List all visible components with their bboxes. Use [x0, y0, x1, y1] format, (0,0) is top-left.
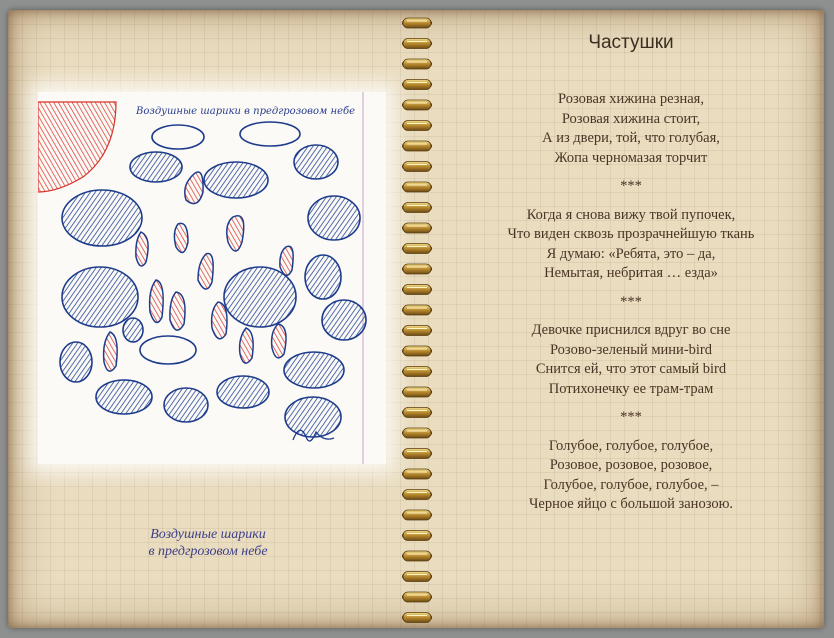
stanza-1 — [438, 90, 824, 168]
poem-line: Черное яйцо с большой занозою. — [528, 496, 734, 512]
poem — [438, 90, 824, 515]
stanza-3 — [438, 321, 824, 399]
spiral-ring — [403, 203, 431, 213]
spiral-ring — [403, 367, 431, 377]
right-page — [438, 10, 824, 628]
spiral-ring — [403, 100, 431, 110]
spiral-ring — [403, 469, 431, 479]
caption-line-1: Воздушные шарики — [150, 527, 266, 542]
spiral-ring — [403, 572, 431, 582]
spiral-ring — [403, 326, 431, 336]
spiral-ring — [403, 162, 431, 172]
spiral-ring — [403, 592, 431, 602]
poem-line: Когда я снова вижу твой пупочек, — [526, 206, 736, 223]
spiral-ring — [403, 428, 431, 438]
spiral-ring — [403, 551, 431, 561]
spiral-ring — [403, 141, 431, 151]
stanza-separator: *** — [620, 178, 642, 194]
poem-line: Жопа черномазая торчит — [554, 149, 708, 166]
spiral-ring — [403, 449, 431, 459]
poem-line: Потихонечку ее трам-трам — [548, 380, 714, 397]
poem-line: Голубое, голубое, голубое, — [548, 437, 714, 454]
poem-line: Девочке приснился вдруг во сне — [531, 322, 731, 338]
spiral-ring — [403, 39, 431, 49]
poem-line: Снится ей, что этот самый bird — [535, 361, 727, 377]
spiral-ring — [403, 264, 431, 274]
poem-line: Я думаю: «Ребята, это – да, — [546, 245, 716, 262]
poem-line: Розовая хижина стоит, — [561, 110, 701, 127]
spiral-ring — [403, 613, 431, 623]
spiral-ring — [403, 80, 431, 90]
stanza-4 — [438, 437, 824, 515]
left-page — [8, 10, 403, 628]
poem-line: Розовая хижина резная, — [558, 91, 704, 107]
stanza-separator: *** — [620, 409, 642, 425]
spiral-ring — [403, 18, 431, 28]
drawing-title-text: Воздушные шарики в предгрозовом небе — [136, 106, 356, 117]
spiral-ring — [403, 244, 431, 254]
stanza-separator: *** — [620, 293, 642, 310]
balloons-drawing — [38, 92, 386, 464]
poem-line: Розово-зеленый мини-bird — [549, 341, 713, 358]
spiral-ring — [403, 408, 431, 418]
spiral-ring — [403, 285, 431, 295]
poem-line: Что виден сквозь прозрачнейшую ткань — [507, 226, 755, 242]
spiral-ring — [403, 59, 431, 69]
poem-line: Голубое, голубое, голубое, – — [543, 476, 719, 493]
spiral-ring — [403, 182, 431, 192]
spiral-ring — [403, 305, 431, 315]
spiral-ring — [403, 490, 431, 500]
notebook — [8, 10, 824, 628]
poem-line: Немытая, небритая … езда» — [544, 265, 718, 281]
drawing-photo — [38, 92, 386, 464]
sun-drawing — [38, 102, 116, 192]
spiral-ring — [403, 121, 431, 131]
page-title: Частушки — [588, 32, 674, 53]
stanza-2 — [438, 206, 824, 284]
poem-line: А из двери, той, что голубая, — [542, 130, 720, 146]
caption-line-2: в предгрозовом небе — [148, 544, 268, 559]
spiral-binding — [396, 10, 438, 628]
spiral-ring — [403, 346, 431, 356]
spiral-ring — [403, 223, 431, 233]
spiral-ring — [403, 531, 431, 541]
spiral-ring — [403, 387, 431, 397]
poem-line: Розовое, розовое, розовое, — [549, 457, 713, 473]
spiral-ring — [403, 510, 431, 520]
photo-caption — [68, 526, 348, 560]
